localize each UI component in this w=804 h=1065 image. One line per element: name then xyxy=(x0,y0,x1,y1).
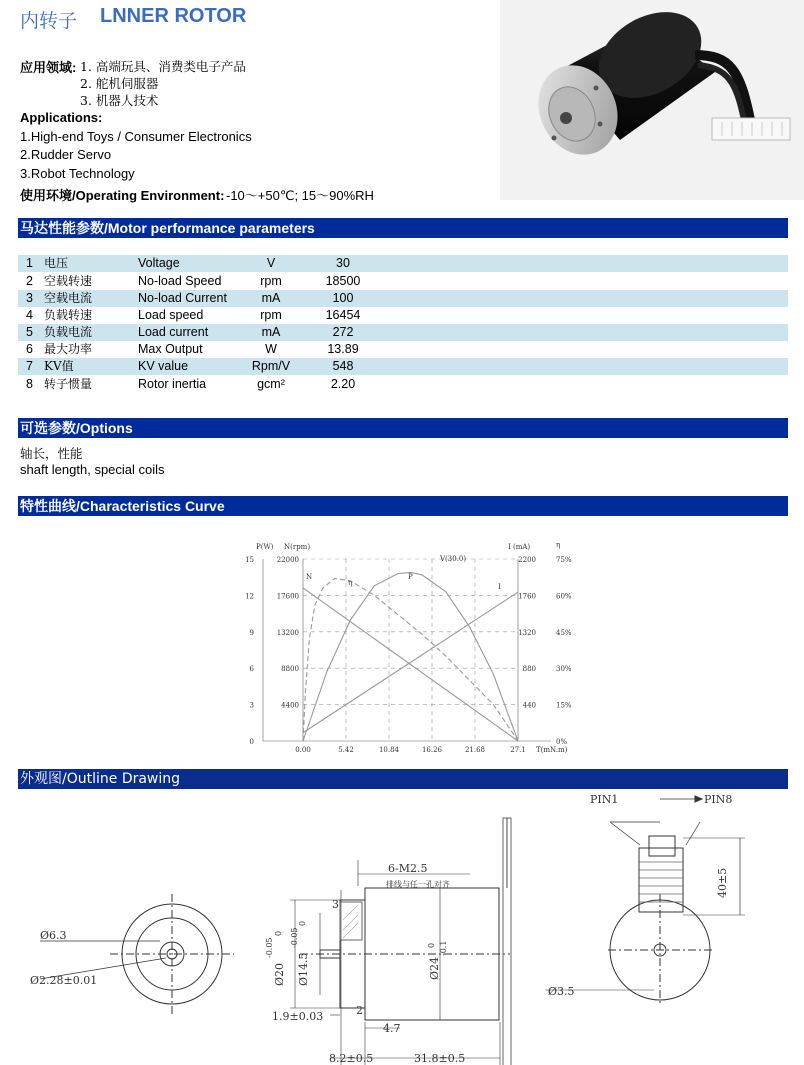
param-name-en: Load current xyxy=(138,325,209,339)
tick-label-i: 880 xyxy=(522,665,536,674)
tick-label-p: 6 xyxy=(249,665,254,674)
tick-label-p: 9 xyxy=(249,628,254,637)
dim-d24-tol: -0.1 xyxy=(439,940,448,956)
tick-label-eta: 0% xyxy=(556,738,568,746)
applications-en-label: Applications: xyxy=(20,110,103,125)
curve-heading: 特性曲线/Characteristics Curve xyxy=(18,496,788,516)
param-name-en: No-load Current xyxy=(138,291,227,305)
series-label-p: P xyxy=(408,573,413,581)
param-number: 5 xyxy=(26,325,33,339)
dim-d20-tol: -0.05 xyxy=(265,937,274,958)
dim-2: 2 xyxy=(356,1004,363,1017)
pin8-label: PIN8 xyxy=(704,793,733,806)
series-I-line xyxy=(303,592,518,733)
param-unit: rpm xyxy=(260,274,282,288)
dim-1-9: 1.9±0.03 xyxy=(272,1010,324,1023)
param-number: 3 xyxy=(26,291,33,305)
application-en-item: 2.Rudder Servo xyxy=(20,147,112,162)
title-chinese: 内转子 xyxy=(20,10,78,32)
dim-8-2: 8.2±0.5 xyxy=(329,1052,374,1065)
param-value: 100 xyxy=(332,291,354,305)
axis-label-x: T(mN.m) xyxy=(536,746,568,754)
param-unit: mA xyxy=(261,291,281,305)
application-cn-item: 3. 机器人技术 xyxy=(80,93,159,108)
param-value: 548 xyxy=(332,359,354,373)
tick-label-i: 1760 xyxy=(518,592,536,601)
tick-label-n: 8800 xyxy=(281,665,299,674)
param-name-en: KV value xyxy=(138,359,189,373)
outline-drawing xyxy=(0,790,804,1065)
param-unit: mA xyxy=(261,325,281,339)
param-row xyxy=(18,376,788,393)
dim-d24: Ø24 xyxy=(428,956,441,980)
tick-label-eta: 60% xyxy=(556,592,572,601)
param-value: 13.89 xyxy=(327,342,359,356)
param-name-cn: 空载转速 xyxy=(44,274,93,288)
param-name-cn: 转子惯量 xyxy=(44,377,93,391)
application-en-item: 1.High-end Toys / Consumer Electronics xyxy=(20,129,252,144)
dim-note: 排线与任一孔对齐 xyxy=(386,880,450,889)
options-heading: 可选参数/Options xyxy=(18,418,788,438)
environment-value: -10～+50℃; 15～90%RH xyxy=(226,188,374,203)
param-name-cn: 负载转速 xyxy=(44,308,93,322)
series-N-line xyxy=(303,588,518,741)
series-P-line xyxy=(303,572,518,741)
param-name-en: Load speed xyxy=(138,308,204,322)
tick-label-x: 10.84 xyxy=(378,746,400,754)
param-value: 30 xyxy=(336,256,350,270)
series-label-n: N xyxy=(306,573,313,581)
param-name-en: No-load Speed xyxy=(138,274,222,288)
tick-label-p: 12 xyxy=(245,592,254,601)
tick-label-x: 27.1 xyxy=(510,746,526,754)
param-row xyxy=(18,255,788,272)
series-label-eta: η xyxy=(348,579,353,587)
dim-3-5: Ø3.5 xyxy=(548,985,575,998)
performance-heading: 马达性能参数/Motor performance parameters xyxy=(18,218,788,238)
tick-label-eta: 30% xyxy=(556,665,572,674)
dim-3: 3 xyxy=(332,898,339,911)
param-row xyxy=(18,358,788,375)
axis-label-i: I (mA) xyxy=(508,543,531,551)
tick-label-i: 440 xyxy=(522,701,536,710)
application-cn-item: 2. 舵机伺服器 xyxy=(80,76,159,91)
param-unit: W xyxy=(265,342,277,356)
tick-label-p: 0 xyxy=(249,738,254,746)
dim-thread: 6-M2.5 xyxy=(388,862,428,875)
dim-d20: Ø20 xyxy=(273,962,286,986)
application-en-item: 3.Robot Technology xyxy=(20,166,135,181)
dim-d20-a: 0 xyxy=(274,930,283,936)
options-cn: 轴长，性能 xyxy=(20,446,83,461)
voltage-label: V(30.0) xyxy=(440,555,467,563)
tick-label-n: 13200 xyxy=(276,628,299,637)
tick-label-n: 4400 xyxy=(281,701,299,710)
param-number: 6 xyxy=(26,342,33,356)
tick-label-x: 16.26 xyxy=(421,746,443,754)
dim-d145-tol: -0.05 xyxy=(290,927,299,948)
param-name-cn: 电压 xyxy=(44,256,69,270)
dim-40: 40±5 xyxy=(716,867,729,898)
param-number: 8 xyxy=(26,377,33,391)
param-row xyxy=(18,307,788,324)
tick-label-p: 3 xyxy=(249,701,254,710)
param-name-cn: 最大功率 xyxy=(44,342,93,356)
param-unit: Rpm/V xyxy=(251,359,291,373)
series-label-i: I xyxy=(498,583,501,591)
environment-label: 使用环境/Operating Environment: xyxy=(20,188,225,203)
title-english: LNNER ROTOR xyxy=(100,5,247,27)
dim-31-8: 31.8±0.5 xyxy=(414,1052,466,1065)
tick-label-eta: 15% xyxy=(556,701,572,710)
param-number: 2 xyxy=(26,274,33,288)
tick-label-i: 1320 xyxy=(518,628,536,637)
tick-label-eta: 45% xyxy=(556,628,572,637)
param-value: 18500 xyxy=(325,274,361,288)
axis-label-p: P(W) xyxy=(256,543,274,551)
tick-label-x: 21.68 xyxy=(464,746,486,754)
param-unit: V xyxy=(266,256,276,270)
tick-label-n: 22000 xyxy=(276,556,299,564)
dim-front-shaft-tol: Ø2.28±0.01 xyxy=(30,974,98,987)
dim-d145-a: 0 xyxy=(298,920,307,926)
characteristics-chart xyxy=(240,535,580,760)
dim-4-7: 4.7 xyxy=(383,1022,401,1035)
dim-d145: Ø14.5 xyxy=(297,952,310,986)
tick-label-eta: 75% xyxy=(556,556,572,564)
param-unit: rpm xyxy=(260,308,282,322)
param-name-cn: KV值 xyxy=(44,359,74,373)
tick-label-i: 2200 xyxy=(518,556,536,564)
param-row xyxy=(18,273,788,290)
param-name-cn: 空载电流 xyxy=(44,291,93,305)
options-en: shaft length, special coils xyxy=(20,462,165,477)
param-name-en: Voltage xyxy=(138,256,180,270)
motor-photo xyxy=(500,0,804,200)
outline-heading: 外观图/Outline Drawing xyxy=(18,769,788,789)
dim-front-shaft-dia: Ø6.3 xyxy=(40,929,67,942)
param-name-en: Rotor inertia xyxy=(138,377,207,391)
param-name-cn: 负载电流 xyxy=(44,325,93,339)
tick-label-p: 15 xyxy=(245,556,254,564)
pin1-label: PIN1 xyxy=(590,793,619,806)
param-name-en: Max Output xyxy=(138,342,203,356)
param-number: 1 xyxy=(26,256,33,270)
param-value: 2.20 xyxy=(330,377,356,391)
axis-label-eta: η xyxy=(556,541,561,549)
tick-label-n: 17600 xyxy=(276,592,299,601)
param-number: 7 xyxy=(26,359,33,373)
param-row xyxy=(18,341,788,358)
applications-cn-label: 应用领域: xyxy=(20,60,77,75)
param-unit: gcm² xyxy=(257,377,285,391)
param-value: 272 xyxy=(332,325,354,339)
tick-label-x: 5.42 xyxy=(338,746,354,754)
param-row xyxy=(18,324,788,341)
param-number: 4 xyxy=(26,308,33,322)
tick-label-x: 0.00 xyxy=(295,746,311,754)
application-cn-item: 1. 高端玩具、消费类电子产品 xyxy=(80,59,246,74)
dim-d24-a: 0 xyxy=(427,942,436,948)
param-value: 16454 xyxy=(325,308,361,322)
param-row xyxy=(18,290,788,307)
axis-label-n: N(rpm) xyxy=(284,543,311,551)
